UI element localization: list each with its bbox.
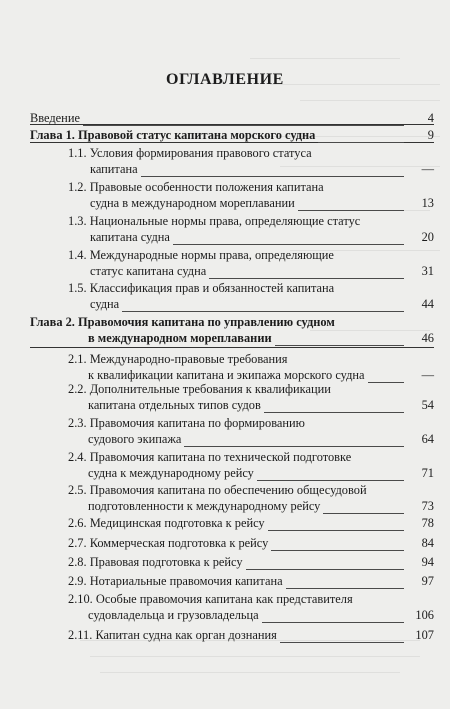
toc-entry-number: Глава 2. xyxy=(30,315,75,329)
toc-entry-number: 2.6. xyxy=(68,516,87,530)
page-number: — xyxy=(421,368,434,382)
toc-entry-title: Правовой статус капитана морского судна xyxy=(78,128,316,142)
toc-entry-number: 2.4. xyxy=(68,450,87,464)
page-number: 97 xyxy=(421,574,434,588)
page-number: 44 xyxy=(421,297,434,311)
page-number: 94 xyxy=(421,555,434,569)
toc-entry-continuation[interactable] xyxy=(30,398,434,416)
toc-entry-continuation[interactable] xyxy=(30,499,434,517)
page-number: 84 xyxy=(421,536,434,550)
leader-line xyxy=(280,642,404,643)
page-number: 13 xyxy=(421,196,434,210)
toc-entry-continuation[interactable] xyxy=(30,608,434,626)
toc-entry[interactable] xyxy=(30,111,434,129)
leader-line xyxy=(271,550,404,551)
toc-entry-title: Международно-правовые требования xyxy=(89,352,288,366)
toc-entry-title: капитана отдельных типов судов xyxy=(88,398,261,412)
leader-line xyxy=(264,412,404,413)
page-number: 106 xyxy=(415,608,434,622)
toc-entry-title: Медицинская подготовка к рейсу xyxy=(89,516,265,530)
leader-line xyxy=(286,588,404,589)
page-number: 73 xyxy=(421,499,434,513)
toc-entry-number: 1.5. xyxy=(68,281,87,295)
toc-entry-title: судового экипажа xyxy=(88,432,182,446)
toc-entry-number: 1.4. xyxy=(68,248,87,262)
toc-entry-number: 2.11. xyxy=(68,628,93,642)
leader-line xyxy=(268,530,404,531)
toc-entry-title: подготовленности к международному рейсу xyxy=(88,499,321,513)
page-number: 31 xyxy=(421,264,434,278)
toc-entry-number: 1.1. xyxy=(68,146,87,160)
toc-entry-number: 1.2. xyxy=(68,180,87,194)
leader-line xyxy=(209,278,404,279)
toc-entry-number: Глава 1. xyxy=(30,128,75,142)
toc-entry-title: Введение xyxy=(30,111,80,125)
toc-entry[interactable] xyxy=(30,128,434,146)
toc-entry-title: Правомочия капитана по технической подготовке xyxy=(89,450,352,464)
toc-entry-number: 2.7. xyxy=(68,536,87,550)
leader-line xyxy=(246,569,404,570)
toc-entry-continuation[interactable] xyxy=(30,432,434,450)
page-number: 78 xyxy=(421,516,434,530)
toc-entry-number: 2.2. xyxy=(68,382,87,396)
toc-entry-title: Правомочия капитана по управлению судном xyxy=(78,315,335,329)
toc-entry-number: 2.3. xyxy=(68,416,87,430)
leader-line xyxy=(122,311,404,312)
toc-entry-continuation[interactable] xyxy=(30,196,434,214)
toc-entry-title: статус капитана судна xyxy=(90,264,207,278)
toc-entry[interactable] xyxy=(30,628,434,646)
page-number: 54 xyxy=(421,398,434,412)
page-number: 20 xyxy=(421,230,434,244)
page-number: — xyxy=(421,162,434,176)
toc-entry-number: 2.8. xyxy=(68,555,87,569)
toc-entry-title: Коммерческая подготовка к рейсу xyxy=(89,536,269,550)
toc-entry-title: судовладельца и грузовладельца xyxy=(88,608,259,622)
toc-entry-number: 2.9. xyxy=(68,574,87,588)
toc-entry[interactable] xyxy=(30,516,434,534)
leader-line xyxy=(141,176,404,177)
toc-entry-continuation[interactable] xyxy=(30,331,434,349)
leader-line xyxy=(184,446,404,447)
toc-entry-title: Капитан судна как орган дознания xyxy=(95,628,277,642)
toc-entry-continuation[interactable] xyxy=(30,230,434,248)
leader-line xyxy=(275,345,404,346)
leader-line xyxy=(298,210,404,211)
toc-entry-number: 2.1. xyxy=(68,352,87,366)
toc-entry[interactable] xyxy=(30,574,434,592)
toc-entry-continuation[interactable] xyxy=(30,297,434,315)
leader-line xyxy=(173,244,404,245)
leader-line xyxy=(262,622,404,623)
toc-entry-number: 2.10. xyxy=(68,592,93,606)
toc-entry-title: Условия формирования правового статуса xyxy=(89,146,312,160)
toc-entry-title: капитана судна xyxy=(90,230,170,244)
toc-entry-title: судна в международном мореплавании xyxy=(90,196,295,210)
toc-entry-title: Правовые особенности положения капитана xyxy=(89,180,324,194)
page-number: 4 xyxy=(427,111,434,125)
leader-line xyxy=(323,513,404,514)
toc-entry-title: Правомочия капитана по формированию xyxy=(89,416,305,430)
leader-line xyxy=(318,142,404,143)
toc-entry-title: Правомочия капитана по обеспечению общесудовой xyxy=(89,483,367,497)
toc-entry-continuation[interactable] xyxy=(30,466,434,484)
toc-entry-title: Правовая подготовка к рейсу xyxy=(89,555,243,569)
toc-entry-title: судна к международному рейсу xyxy=(88,466,254,480)
page-number: 107 xyxy=(415,628,434,642)
toc-entry-title: капитана xyxy=(90,162,138,176)
toc-entry-continuation[interactable] xyxy=(30,264,434,282)
toc-entry-title: Международные нормы права, определяющие xyxy=(89,248,334,262)
page-number: 46 xyxy=(421,331,434,345)
toc-entry-title: к квалификации капитана и экипажа морского судна xyxy=(88,368,365,382)
toc-entry-continuation[interactable] xyxy=(30,162,434,180)
leader-line xyxy=(83,125,404,126)
page-title: ОГЛАВЛЕНИЕ xyxy=(166,71,284,88)
page-number: 64 xyxy=(421,432,434,446)
toc-entry-title: Нотариальные правомочия капитана xyxy=(89,574,283,588)
toc-entry-number: 2.5. xyxy=(68,483,87,497)
toc-entry-number: 1.3. xyxy=(68,214,87,228)
toc-entry-title: Национальные нормы права, определяющие статус xyxy=(89,214,361,228)
toc-entry-title: Классификация прав и обязанностей капитана xyxy=(89,281,335,295)
toc-entry-title: Дополнительные требования к квалификации xyxy=(89,382,331,396)
toc-entry[interactable] xyxy=(30,555,434,573)
toc-entry-title: Особые правомочия капитана как представителя xyxy=(95,592,353,606)
toc-entry-title: судна xyxy=(90,297,120,311)
toc-entry-title: в международном мореплавании xyxy=(88,331,272,345)
leader-line xyxy=(257,480,404,481)
page-number: 71 xyxy=(421,466,434,480)
page-number: 9 xyxy=(427,128,434,142)
toc-entry[interactable] xyxy=(30,536,434,554)
